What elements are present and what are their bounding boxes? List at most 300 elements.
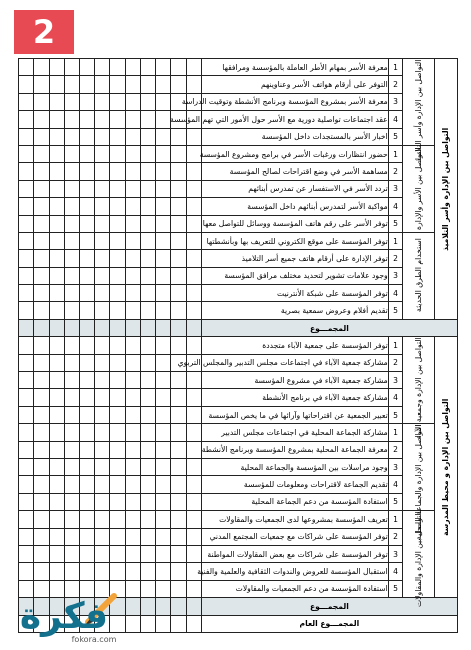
score-cell[interactable] bbox=[110, 198, 125, 215]
score-cell[interactable] bbox=[95, 441, 110, 458]
score-cell[interactable] bbox=[34, 528, 49, 545]
score-cell[interactable] bbox=[19, 111, 34, 128]
score-cell[interactable] bbox=[95, 76, 110, 93]
score-cell[interactable] bbox=[64, 511, 79, 528]
score-cell[interactable] bbox=[171, 163, 186, 180]
score-cell[interactable] bbox=[95, 145, 110, 162]
score-cell[interactable] bbox=[64, 76, 79, 93]
score-cell[interactable] bbox=[140, 511, 155, 528]
score-cell[interactable] bbox=[125, 59, 140, 76]
score-cell[interactable] bbox=[64, 372, 79, 389]
score-cell[interactable] bbox=[156, 389, 171, 406]
score-cell[interactable] bbox=[140, 545, 155, 562]
total-cell[interactable] bbox=[171, 615, 186, 632]
score-cell[interactable] bbox=[34, 406, 49, 423]
score-cell[interactable] bbox=[156, 76, 171, 93]
score-cell[interactable] bbox=[34, 302, 49, 319]
score-cell[interactable] bbox=[95, 424, 110, 441]
sum-cell[interactable] bbox=[140, 598, 155, 615]
score-cell[interactable] bbox=[64, 528, 79, 545]
score-cell[interactable] bbox=[80, 198, 95, 215]
score-cell[interactable] bbox=[140, 493, 155, 510]
score-cell[interactable] bbox=[186, 458, 201, 475]
score-cell[interactable] bbox=[64, 354, 79, 371]
score-cell[interactable] bbox=[34, 215, 49, 232]
score-cell[interactable] bbox=[95, 232, 110, 249]
score-cell[interactable] bbox=[171, 285, 186, 302]
score-cell[interactable] bbox=[125, 528, 140, 545]
sum-cell[interactable] bbox=[19, 319, 34, 336]
score-cell[interactable] bbox=[186, 372, 201, 389]
score-cell[interactable] bbox=[49, 111, 64, 128]
score-cell[interactable] bbox=[140, 267, 155, 284]
score-cell[interactable] bbox=[110, 163, 125, 180]
score-cell[interactable] bbox=[34, 198, 49, 215]
score-cell[interactable] bbox=[34, 267, 49, 284]
score-cell[interactable] bbox=[19, 354, 34, 371]
score-cell[interactable] bbox=[171, 476, 186, 493]
score-cell[interactable] bbox=[64, 458, 79, 475]
score-cell[interactable] bbox=[49, 232, 64, 249]
score-cell[interactable] bbox=[110, 389, 125, 406]
score-cell[interactable] bbox=[186, 285, 201, 302]
score-cell[interactable] bbox=[95, 493, 110, 510]
score-cell[interactable] bbox=[19, 424, 34, 441]
score-cell[interactable] bbox=[140, 354, 155, 371]
total-cell[interactable] bbox=[186, 615, 201, 632]
score-cell[interactable] bbox=[19, 93, 34, 110]
score-cell[interactable] bbox=[171, 563, 186, 580]
score-cell[interactable] bbox=[64, 163, 79, 180]
score-cell[interactable] bbox=[110, 285, 125, 302]
score-cell[interactable] bbox=[186, 545, 201, 562]
score-cell[interactable] bbox=[64, 285, 79, 302]
score-cell[interactable] bbox=[186, 389, 201, 406]
sum-cell[interactable] bbox=[64, 319, 79, 336]
score-cell[interactable] bbox=[125, 93, 140, 110]
score-cell[interactable] bbox=[125, 285, 140, 302]
score-cell[interactable] bbox=[19, 406, 34, 423]
score-cell[interactable] bbox=[34, 389, 49, 406]
score-cell[interactable] bbox=[110, 493, 125, 510]
score-cell[interactable] bbox=[95, 267, 110, 284]
score-cell[interactable] bbox=[125, 180, 140, 197]
score-cell[interactable] bbox=[64, 406, 79, 423]
score-cell[interactable] bbox=[34, 163, 49, 180]
sum-cell[interactable] bbox=[156, 319, 171, 336]
score-cell[interactable] bbox=[125, 493, 140, 510]
score-cell[interactable] bbox=[110, 372, 125, 389]
score-cell[interactable] bbox=[19, 302, 34, 319]
score-cell[interactable] bbox=[156, 232, 171, 249]
score-cell[interactable] bbox=[80, 180, 95, 197]
score-cell[interactable] bbox=[110, 563, 125, 580]
sum-cell[interactable] bbox=[171, 319, 186, 336]
score-cell[interactable] bbox=[95, 458, 110, 475]
score-cell[interactable] bbox=[156, 145, 171, 162]
score-cell[interactable] bbox=[156, 180, 171, 197]
score-cell[interactable] bbox=[125, 215, 140, 232]
score-cell[interactable] bbox=[186, 163, 201, 180]
score-cell[interactable] bbox=[125, 232, 140, 249]
score-cell[interactable] bbox=[64, 215, 79, 232]
score-cell[interactable] bbox=[125, 128, 140, 145]
score-cell[interactable] bbox=[49, 389, 64, 406]
score-cell[interactable] bbox=[49, 511, 64, 528]
score-cell[interactable] bbox=[80, 511, 95, 528]
sum-cell[interactable] bbox=[125, 319, 140, 336]
score-cell[interactable] bbox=[140, 128, 155, 145]
score-cell[interactable] bbox=[80, 302, 95, 319]
score-cell[interactable] bbox=[19, 563, 34, 580]
score-cell[interactable] bbox=[156, 302, 171, 319]
score-cell[interactable] bbox=[186, 180, 201, 197]
score-cell[interactable] bbox=[156, 476, 171, 493]
score-cell[interactable] bbox=[19, 528, 34, 545]
score-cell[interactable] bbox=[156, 337, 171, 354]
score-cell[interactable] bbox=[95, 406, 110, 423]
score-cell[interactable] bbox=[140, 76, 155, 93]
score-cell[interactable] bbox=[186, 580, 201, 597]
score-cell[interactable] bbox=[64, 302, 79, 319]
score-cell[interactable] bbox=[34, 441, 49, 458]
score-cell[interactable] bbox=[34, 128, 49, 145]
score-cell[interactable] bbox=[34, 458, 49, 475]
score-cell[interactable] bbox=[80, 493, 95, 510]
score-cell[interactable] bbox=[80, 250, 95, 267]
score-cell[interactable] bbox=[110, 406, 125, 423]
score-cell[interactable] bbox=[64, 128, 79, 145]
score-cell[interactable] bbox=[110, 441, 125, 458]
score-cell[interactable] bbox=[64, 111, 79, 128]
score-cell[interactable] bbox=[49, 406, 64, 423]
score-cell[interactable] bbox=[110, 528, 125, 545]
score-cell[interactable] bbox=[140, 285, 155, 302]
score-cell[interactable] bbox=[19, 128, 34, 145]
score-cell[interactable] bbox=[156, 128, 171, 145]
score-cell[interactable] bbox=[171, 528, 186, 545]
score-cell[interactable] bbox=[49, 76, 64, 93]
score-cell[interactable] bbox=[125, 337, 140, 354]
score-cell[interactable] bbox=[156, 215, 171, 232]
score-cell[interactable] bbox=[156, 163, 171, 180]
score-cell[interactable] bbox=[186, 76, 201, 93]
score-cell[interactable] bbox=[34, 337, 49, 354]
score-cell[interactable] bbox=[171, 302, 186, 319]
score-cell[interactable] bbox=[186, 267, 201, 284]
score-cell[interactable] bbox=[80, 545, 95, 562]
score-cell[interactable] bbox=[186, 493, 201, 510]
score-cell[interactable] bbox=[171, 406, 186, 423]
score-cell[interactable] bbox=[125, 389, 140, 406]
score-cell[interactable] bbox=[34, 285, 49, 302]
score-cell[interactable] bbox=[186, 511, 201, 528]
score-cell[interactable] bbox=[95, 302, 110, 319]
score-cell[interactable] bbox=[49, 215, 64, 232]
score-cell[interactable] bbox=[80, 128, 95, 145]
score-cell[interactable] bbox=[186, 528, 201, 545]
score-cell[interactable] bbox=[95, 250, 110, 267]
score-cell[interactable] bbox=[64, 250, 79, 267]
score-cell[interactable] bbox=[19, 285, 34, 302]
score-cell[interactable] bbox=[125, 458, 140, 475]
score-cell[interactable] bbox=[34, 493, 49, 510]
score-cell[interactable] bbox=[19, 545, 34, 562]
score-cell[interactable] bbox=[156, 458, 171, 475]
score-cell[interactable] bbox=[125, 302, 140, 319]
score-cell[interactable] bbox=[140, 389, 155, 406]
score-cell[interactable] bbox=[110, 476, 125, 493]
score-cell[interactable] bbox=[34, 476, 49, 493]
score-cell[interactable] bbox=[34, 424, 49, 441]
score-cell[interactable] bbox=[34, 59, 49, 76]
score-cell[interactable] bbox=[125, 198, 140, 215]
sum-cell[interactable] bbox=[110, 319, 125, 336]
score-cell[interactable] bbox=[171, 389, 186, 406]
score-cell[interactable] bbox=[186, 337, 201, 354]
score-cell[interactable] bbox=[19, 59, 34, 76]
score-cell[interactable] bbox=[156, 563, 171, 580]
score-cell[interactable] bbox=[95, 545, 110, 562]
score-cell[interactable] bbox=[156, 528, 171, 545]
score-cell[interactable] bbox=[19, 458, 34, 475]
score-cell[interactable] bbox=[156, 406, 171, 423]
score-cell[interactable] bbox=[80, 93, 95, 110]
score-cell[interactable] bbox=[171, 267, 186, 284]
score-cell[interactable] bbox=[140, 337, 155, 354]
score-cell[interactable] bbox=[156, 111, 171, 128]
score-cell[interactable] bbox=[64, 93, 79, 110]
score-cell[interactable] bbox=[19, 372, 34, 389]
score-cell[interactable] bbox=[80, 337, 95, 354]
score-cell[interactable] bbox=[171, 232, 186, 249]
sum-cell[interactable] bbox=[49, 319, 64, 336]
score-cell[interactable] bbox=[156, 545, 171, 562]
score-cell[interactable] bbox=[186, 59, 201, 76]
score-cell[interactable] bbox=[95, 476, 110, 493]
score-cell[interactable] bbox=[95, 163, 110, 180]
score-cell[interactable] bbox=[64, 267, 79, 284]
score-cell[interactable] bbox=[80, 267, 95, 284]
score-cell[interactable] bbox=[186, 476, 201, 493]
score-cell[interactable] bbox=[49, 250, 64, 267]
score-cell[interactable] bbox=[34, 93, 49, 110]
score-cell[interactable] bbox=[110, 128, 125, 145]
score-cell[interactable] bbox=[49, 563, 64, 580]
score-cell[interactable] bbox=[171, 59, 186, 76]
score-cell[interactable] bbox=[34, 372, 49, 389]
score-cell[interactable] bbox=[95, 93, 110, 110]
score-cell[interactable] bbox=[95, 337, 110, 354]
score-cell[interactable] bbox=[64, 59, 79, 76]
score-cell[interactable] bbox=[110, 302, 125, 319]
score-cell[interactable] bbox=[19, 267, 34, 284]
score-cell[interactable] bbox=[34, 545, 49, 562]
score-cell[interactable] bbox=[171, 424, 186, 441]
score-cell[interactable] bbox=[49, 180, 64, 197]
score-cell[interactable] bbox=[49, 528, 64, 545]
score-cell[interactable] bbox=[95, 528, 110, 545]
score-cell[interactable] bbox=[49, 493, 64, 510]
score-cell[interactable] bbox=[64, 232, 79, 249]
score-cell[interactable] bbox=[49, 545, 64, 562]
score-cell[interactable] bbox=[156, 372, 171, 389]
score-cell[interactable] bbox=[140, 372, 155, 389]
score-cell[interactable] bbox=[140, 93, 155, 110]
score-cell[interactable] bbox=[110, 59, 125, 76]
score-cell[interactable] bbox=[186, 198, 201, 215]
score-cell[interactable] bbox=[110, 145, 125, 162]
score-cell[interactable] bbox=[110, 180, 125, 197]
score-cell[interactable] bbox=[80, 458, 95, 475]
score-cell[interactable] bbox=[156, 580, 171, 597]
score-cell[interactable] bbox=[80, 354, 95, 371]
score-cell[interactable] bbox=[110, 111, 125, 128]
score-cell[interactable] bbox=[140, 406, 155, 423]
score-cell[interactable] bbox=[156, 93, 171, 110]
score-cell[interactable] bbox=[19, 76, 34, 93]
score-cell[interactable] bbox=[19, 180, 34, 197]
score-cell[interactable] bbox=[34, 111, 49, 128]
score-cell[interactable] bbox=[95, 59, 110, 76]
score-cell[interactable] bbox=[140, 180, 155, 197]
score-cell[interactable] bbox=[140, 441, 155, 458]
score-cell[interactable] bbox=[34, 180, 49, 197]
score-cell[interactable] bbox=[80, 424, 95, 441]
score-cell[interactable] bbox=[49, 372, 64, 389]
score-cell[interactable] bbox=[140, 215, 155, 232]
score-cell[interactable] bbox=[156, 511, 171, 528]
score-cell[interactable] bbox=[156, 441, 171, 458]
score-cell[interactable] bbox=[49, 285, 64, 302]
score-cell[interactable] bbox=[80, 59, 95, 76]
score-cell[interactable] bbox=[140, 476, 155, 493]
score-cell[interactable] bbox=[80, 389, 95, 406]
score-cell[interactable] bbox=[125, 76, 140, 93]
score-cell[interactable] bbox=[140, 145, 155, 162]
score-cell[interactable] bbox=[186, 250, 201, 267]
score-cell[interactable] bbox=[171, 545, 186, 562]
score-cell[interactable] bbox=[171, 441, 186, 458]
score-cell[interactable] bbox=[49, 93, 64, 110]
score-cell[interactable] bbox=[110, 354, 125, 371]
score-cell[interactable] bbox=[171, 458, 186, 475]
score-cell[interactable] bbox=[156, 354, 171, 371]
score-cell[interactable] bbox=[140, 528, 155, 545]
sum-cell[interactable] bbox=[140, 319, 155, 336]
score-cell[interactable] bbox=[64, 145, 79, 162]
score-cell[interactable] bbox=[49, 476, 64, 493]
score-cell[interactable] bbox=[156, 267, 171, 284]
score-cell[interactable] bbox=[171, 372, 186, 389]
score-cell[interactable] bbox=[80, 111, 95, 128]
score-cell[interactable] bbox=[95, 511, 110, 528]
score-cell[interactable] bbox=[140, 302, 155, 319]
score-cell[interactable] bbox=[171, 76, 186, 93]
score-cell[interactable] bbox=[64, 563, 79, 580]
sum-cell[interactable] bbox=[186, 598, 201, 615]
score-cell[interactable] bbox=[49, 198, 64, 215]
score-cell[interactable] bbox=[34, 76, 49, 93]
score-cell[interactable] bbox=[80, 76, 95, 93]
sum-cell[interactable] bbox=[156, 598, 171, 615]
score-cell[interactable] bbox=[125, 354, 140, 371]
sum-cell[interactable] bbox=[34, 319, 49, 336]
score-cell[interactable] bbox=[80, 215, 95, 232]
score-cell[interactable] bbox=[186, 128, 201, 145]
score-cell[interactable] bbox=[125, 545, 140, 562]
score-cell[interactable] bbox=[156, 250, 171, 267]
score-cell[interactable] bbox=[95, 563, 110, 580]
score-cell[interactable] bbox=[49, 458, 64, 475]
score-cell[interactable] bbox=[125, 163, 140, 180]
score-cell[interactable] bbox=[110, 93, 125, 110]
score-cell[interactable] bbox=[95, 198, 110, 215]
score-cell[interactable] bbox=[186, 406, 201, 423]
total-cell[interactable] bbox=[140, 615, 155, 632]
score-cell[interactable] bbox=[171, 493, 186, 510]
score-cell[interactable] bbox=[156, 285, 171, 302]
score-cell[interactable] bbox=[80, 145, 95, 162]
score-cell[interactable] bbox=[19, 441, 34, 458]
score-cell[interactable] bbox=[64, 180, 79, 197]
score-cell[interactable] bbox=[140, 250, 155, 267]
score-cell[interactable] bbox=[49, 354, 64, 371]
score-cell[interactable] bbox=[80, 476, 95, 493]
score-cell[interactable] bbox=[34, 511, 49, 528]
score-cell[interactable] bbox=[171, 145, 186, 162]
score-cell[interactable] bbox=[49, 145, 64, 162]
score-cell[interactable] bbox=[125, 372, 140, 389]
score-cell[interactable] bbox=[140, 563, 155, 580]
score-cell[interactable] bbox=[156, 198, 171, 215]
score-cell[interactable] bbox=[49, 59, 64, 76]
score-cell[interactable] bbox=[80, 163, 95, 180]
score-cell[interactable] bbox=[64, 389, 79, 406]
score-cell[interactable] bbox=[80, 563, 95, 580]
score-cell[interactable] bbox=[186, 232, 201, 249]
score-cell[interactable] bbox=[80, 372, 95, 389]
sum-cell[interactable] bbox=[95, 319, 110, 336]
score-cell[interactable] bbox=[49, 128, 64, 145]
score-cell[interactable] bbox=[171, 511, 186, 528]
score-cell[interactable] bbox=[171, 337, 186, 354]
score-cell[interactable] bbox=[19, 493, 34, 510]
score-cell[interactable] bbox=[156, 59, 171, 76]
score-cell[interactable] bbox=[125, 111, 140, 128]
score-cell[interactable] bbox=[110, 267, 125, 284]
score-cell[interactable] bbox=[19, 163, 34, 180]
score-cell[interactable] bbox=[125, 267, 140, 284]
score-cell[interactable] bbox=[171, 215, 186, 232]
score-cell[interactable] bbox=[34, 563, 49, 580]
score-cell[interactable] bbox=[156, 493, 171, 510]
score-cell[interactable] bbox=[95, 180, 110, 197]
score-cell[interactable] bbox=[186, 215, 201, 232]
score-cell[interactable] bbox=[49, 424, 64, 441]
score-cell[interactable] bbox=[125, 145, 140, 162]
sum-cell[interactable] bbox=[171, 598, 186, 615]
score-cell[interactable] bbox=[95, 111, 110, 128]
sum-cell[interactable] bbox=[80, 319, 95, 336]
score-cell[interactable] bbox=[186, 441, 201, 458]
score-cell[interactable] bbox=[95, 285, 110, 302]
score-cell[interactable] bbox=[110, 337, 125, 354]
score-cell[interactable] bbox=[80, 285, 95, 302]
score-cell[interactable] bbox=[140, 198, 155, 215]
score-cell[interactable] bbox=[49, 163, 64, 180]
score-cell[interactable] bbox=[110, 232, 125, 249]
